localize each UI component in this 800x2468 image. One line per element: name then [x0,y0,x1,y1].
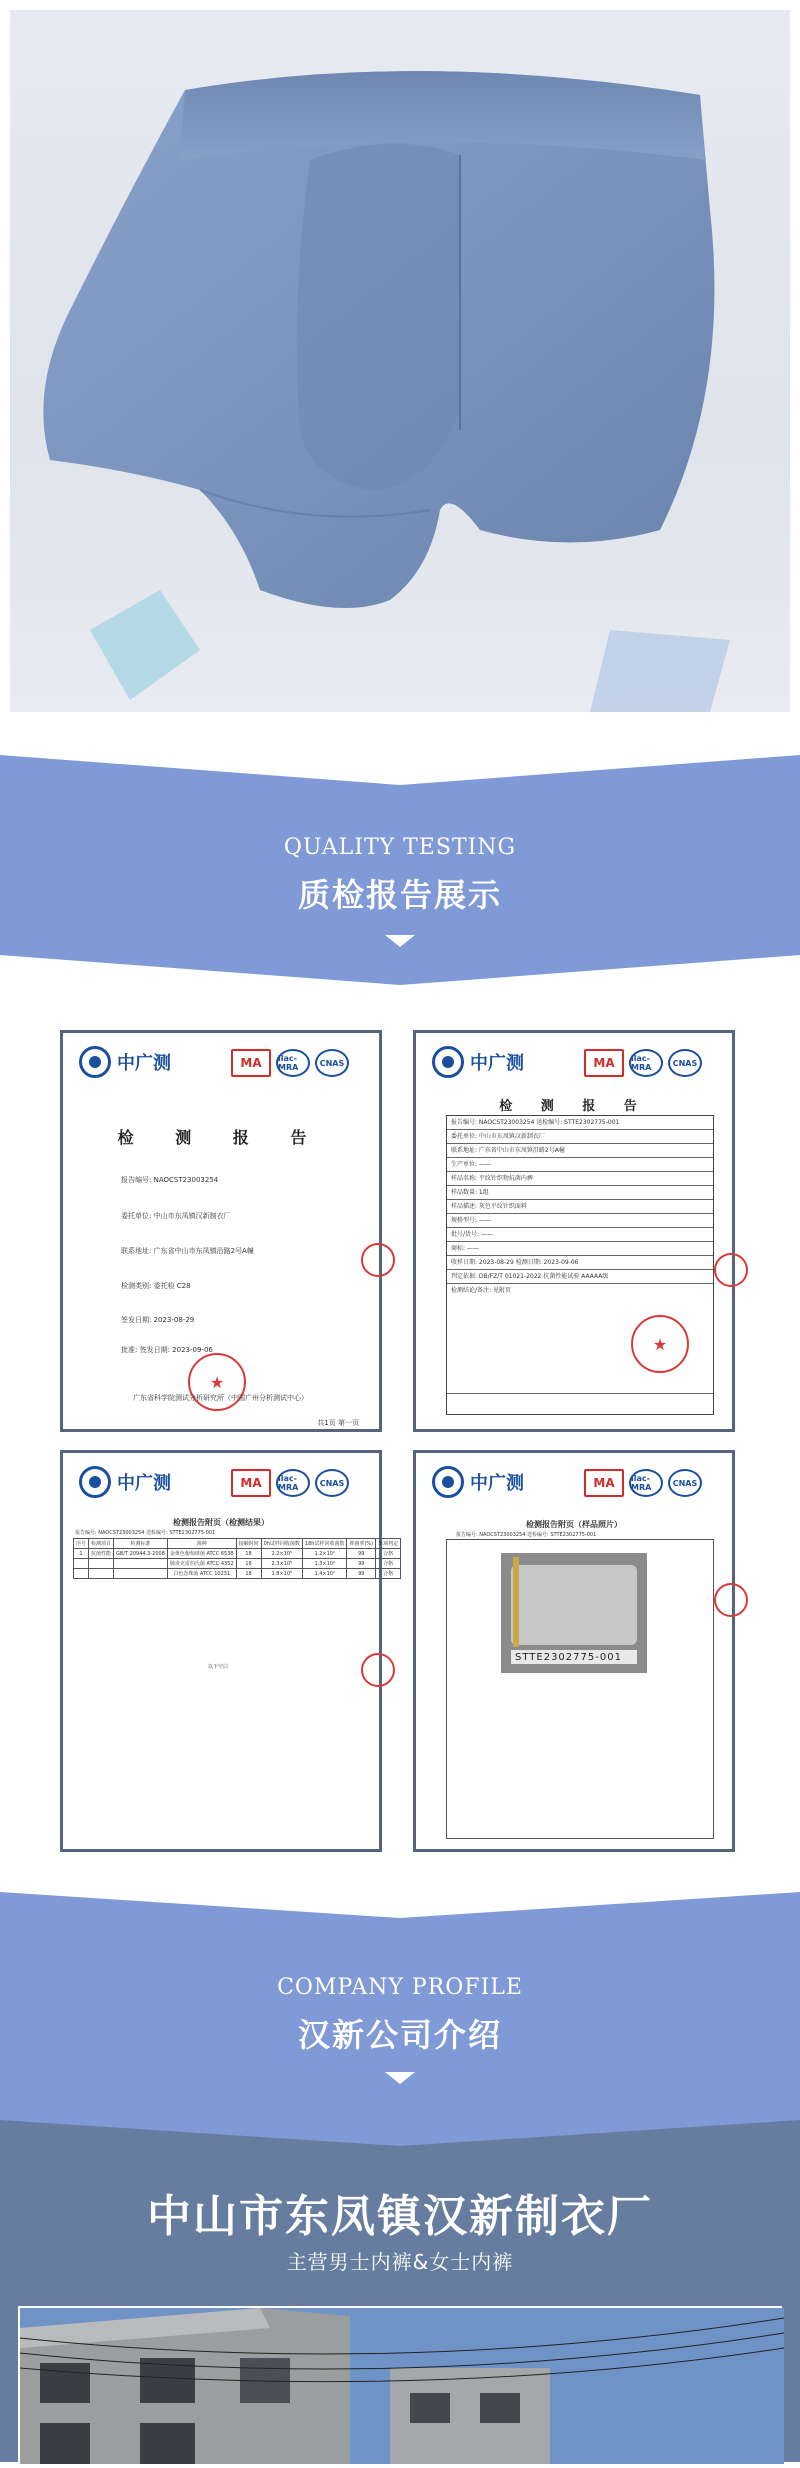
table-cell: 1.4×10² [302,1569,347,1579]
ma-mark: MA [231,1469,271,1497]
red-seal-stamp: ★ [188,1353,246,1411]
table-row: 联系地址: 广东省中山市东凤镇沿路2号A幢 [447,1144,713,1158]
table-cell: 2.2×10⁵ [261,1549,302,1559]
cgc-logo-icon [432,1046,464,1078]
table-row: 判定依据: DB/FZ/T 01021-2022 抗菌性能试验 AAAAA级 [447,1270,713,1284]
table-cell [74,1569,89,1579]
appendix-title: 检测报告附页（检测结果） [173,1518,269,1527]
cnas-mark: CNAS [315,1049,349,1077]
table-cell: 白色念珠菌 ATCC 10231 [167,1569,236,1579]
cgc-logo-icon [432,1466,464,1498]
table-cell: GB/T 20944.3-2008 [114,1549,168,1559]
table-cell [114,1559,168,1569]
table-header: 检测项目 [89,1539,114,1549]
table-header: 抑菌率(%) [347,1539,376,1549]
report-info-table [446,1115,714,1415]
table-cell [89,1569,114,1579]
approval-line: 批准: 签发日期: 2023-09-06 [121,1346,213,1354]
table-header: 检测标准 [114,1539,168,1549]
table-cell: 合格 [376,1559,401,1569]
table-row [74,1549,401,1559]
banner-top-chevron [0,740,800,800]
table-cell [74,1559,89,1569]
company-business: 主营男士内裤&女士内裤 [286,2250,514,2274]
accreditation-marks [231,1469,349,1497]
ilac-mark: ilac-MRA [629,1469,663,1497]
table-row: 样品描述: 灰色平纹针织面料 [447,1200,713,1214]
table-cell: 1 [74,1549,89,1559]
table-cell: 1.2×10² [302,1549,347,1559]
cgc-logo [79,1465,171,1499]
chevron-down-icon [385,2072,415,2084]
table-cell: 99 [347,1569,376,1579]
table-cell: 99 [347,1549,376,1559]
red-seal-stamp: ★ [631,1315,689,1373]
issuing-institute: 广东省科学院测试分析研究所（中国广州分析测试中心） [133,1394,308,1402]
sample-id-label: STTE2302775-001 [515,1652,622,1663]
report-title: 检 测 报 告 [499,1099,649,1114]
table-cell: 合格 [376,1549,401,1559]
cgc-logo [432,1465,524,1499]
quality-testing-zh-title: 质检报告展示 [297,876,502,914]
appendix-title: 检测报告附页（样品照片） [526,1520,622,1529]
issue-date: 签发日期: 2023-08-29 [121,1316,195,1324]
factory-building-image [20,2308,784,2464]
table-row: 收样日期: 2023-08-29 检测日期: 2023-09-06 [447,1256,713,1270]
cnas-mark: CNAS [315,1469,349,1497]
table-row: 委托单位: 中山市东凤镇汉新制衣厂 [447,1130,713,1144]
accreditation-marks [584,1469,702,1497]
test-report-cover [60,1030,382,1432]
banner-bottom-chevron [0,955,800,990]
company-profile-en-title: COMPANY PROFILE [277,1975,523,2000]
table-row: 报告编号: NAOCST23003254 送检编号: STTE2302775-001 [447,1116,713,1130]
quality-testing-banner [0,740,800,990]
table-cell: 抗菌性能 [89,1549,114,1559]
client-address: 联系地址: 广东省中山市东凤镇沿路2号A幢 [121,1247,254,1255]
report-title: 检 测 报 告 [117,1128,325,1147]
table-row: 样品数量: 1组 [447,1186,713,1200]
cgc-logo [432,1045,524,1079]
chevron-down-icon [385,935,415,947]
test-category: 检测类别: 委托检 C28 [121,1282,191,1290]
ma-mark: MA [231,1049,271,1077]
table-cell: 合格 [376,1569,401,1579]
test-report-photo [413,1450,735,1852]
ma-mark: MA [584,1049,624,1077]
table-header: 0h试样回收菌数 [261,1539,302,1549]
table-row [74,1569,401,1579]
table-cell: 1.8×10⁵ [261,1569,302,1579]
cgc-logo-text: 中广测 [470,1473,524,1494]
company-profile-zh-title: 汉新公司介绍 [297,2016,502,2054]
ilac-mark: ilac-MRA [276,1049,310,1077]
ilac-mark: ilac-MRA [629,1049,663,1077]
table-cell: 金黄色葡萄球菌 ATCC 6538 [167,1549,236,1559]
table-row: 商标: —— [447,1242,713,1256]
ma-mark: MA [584,1469,624,1497]
table-header: 序号 [74,1539,89,1549]
table-cell: 1.3×10² [302,1559,347,1569]
table-row: 生产单位: —— [447,1158,713,1172]
table-row: 批号/货号: —— [447,1228,713,1242]
table-row: 样品名称: 平纹针织物抗菌内裤 [447,1172,713,1186]
test-report-summary [413,1030,735,1432]
cnas-mark: CNAS [668,1469,702,1497]
table-cell: 18 [236,1549,261,1559]
table-row [74,1559,401,1569]
boxer-briefs-illustration [10,10,790,712]
table-row: 检测结论/备注: 见附页 [447,1284,713,1394]
table-header: 单项判定 [376,1539,401,1549]
table-header: 18h试样回收菌数 [302,1539,347,1549]
report-number: 报告编号: NAOCST23003254 [121,1176,219,1184]
table-cell: 肺炎克雷伯氏菌 ATCC 4352 [167,1559,236,1569]
accreditation-marks [584,1049,702,1077]
cgc-logo-text: 中广测 [470,1053,524,1074]
table-row: 规格型号: —— [447,1214,713,1228]
appendix-subtitle: 报告编号: NAOCST23003254 送检编号: STTE2302775-001 [456,1532,597,1538]
accreditation-marks [231,1049,349,1077]
table-cell [114,1569,168,1579]
table-cell: 18 [236,1569,261,1579]
cgc-logo-icon [79,1046,111,1078]
cgc-logo-text: 中广测 [117,1473,171,1494]
banner-top-chevron [0,1880,800,1940]
sample-photo [501,1553,647,1673]
table-header-row [74,1539,401,1549]
company-name: 中山市东凤镇汉新制衣厂 [147,2191,653,2242]
edge-seal-stamp [714,1253,748,1287]
page-count: 共1页 第一页 [317,1419,359,1427]
blank-below-note: 以下空白 [208,1664,229,1670]
table-cell: 2.3×10⁵ [261,1559,302,1569]
table-cell: 18 [236,1559,261,1569]
results-table [73,1538,401,1579]
client-name: 委托单位: 中山市东凤镇汉新制衣厂 [121,1212,231,1220]
test-report-results [60,1450,399,1852]
factory-building-photo [18,2306,782,2462]
company-intro [0,2120,800,2462]
cgc-logo [79,1045,171,1079]
edge-seal-stamp [714,1583,748,1617]
edge-seal-stamp [361,1243,395,1277]
cgc-logo-icon [79,1466,111,1498]
cgc-logo-text: 中广测 [117,1053,171,1074]
table-cell: 99 [347,1559,376,1569]
table-header: 菌种 [167,1539,236,1549]
cnas-mark: CNAS [668,1049,702,1077]
table-cell [89,1559,114,1569]
appendix-subtitle: 报告编号: NAOCST23003254 送检编号: STTE2302775-001 [75,1530,216,1536]
quality-testing-en-title: QUALITY TESTING [283,835,517,860]
company-top-chevron [0,2120,800,2150]
company-profile-banner [0,1880,800,2120]
table-header: 接触时间 [236,1539,261,1549]
ilac-mark: ilac-MRA [276,1469,310,1497]
edge-seal-stamp [361,1653,395,1687]
product-hero-image [10,10,790,712]
